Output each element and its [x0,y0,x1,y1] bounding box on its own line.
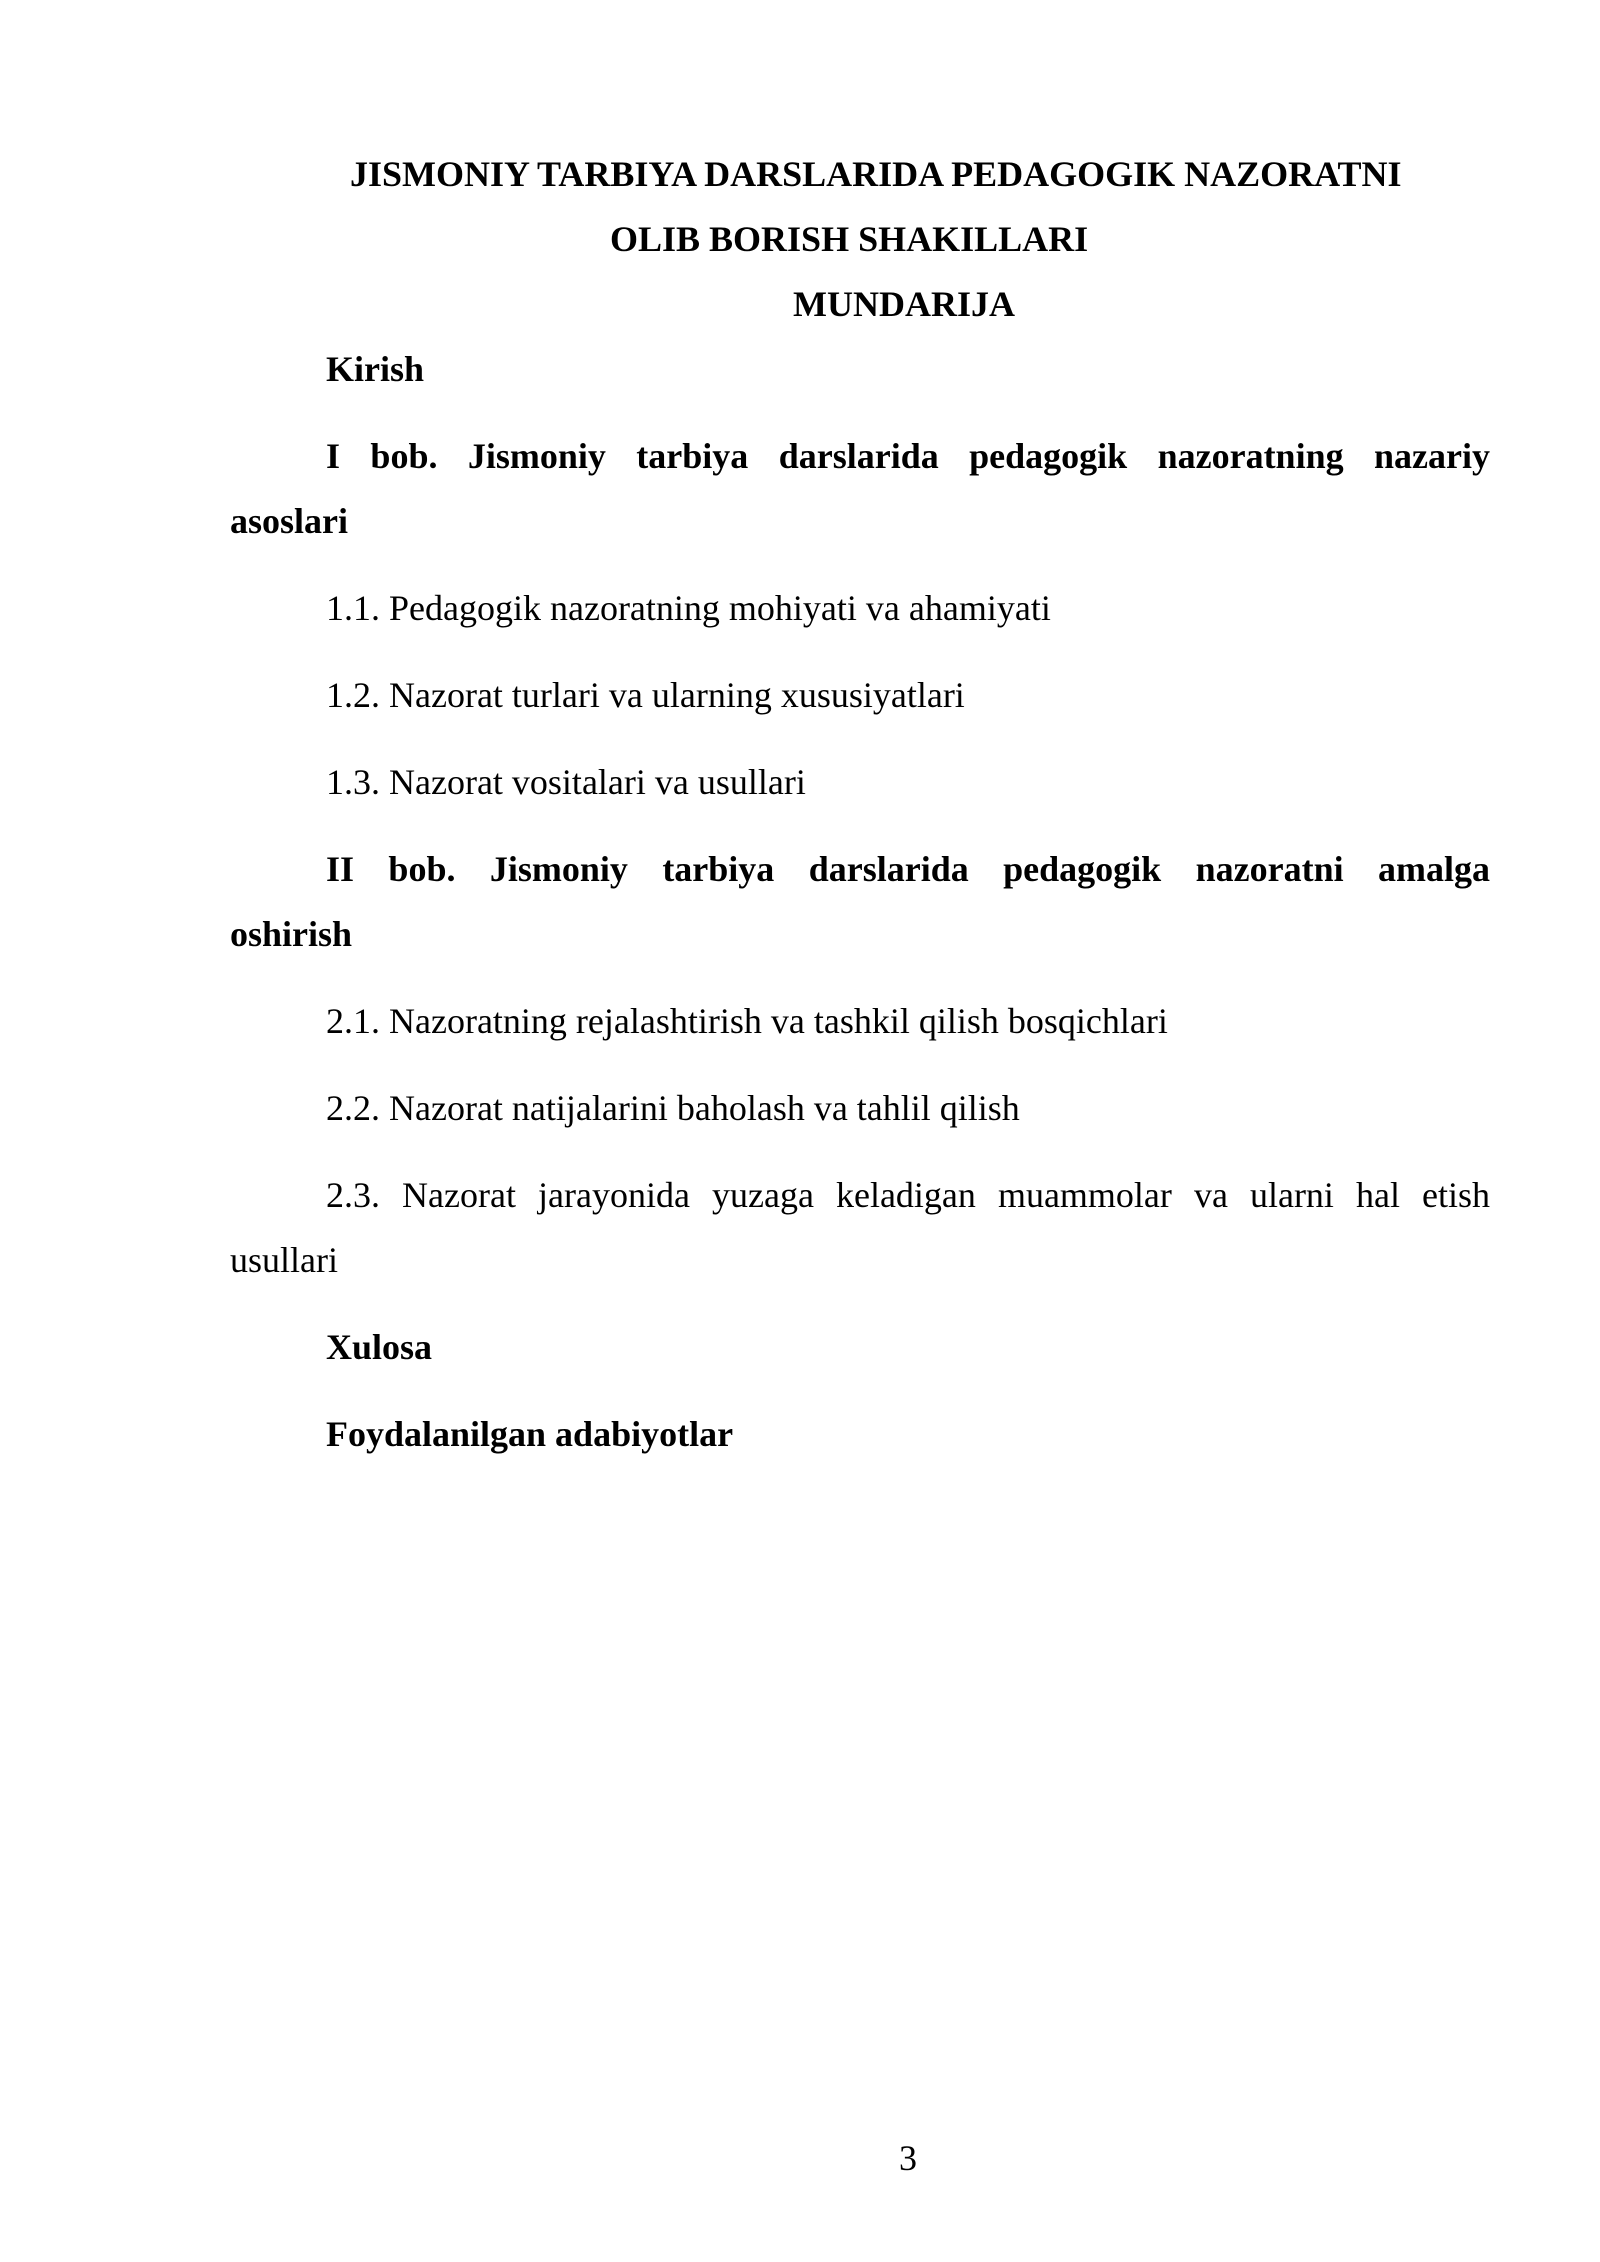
toc-entry-section-1-1: 1.1. Pedagogik nazoratning mohiyati va ahamiyati [326,588,1051,628]
toc-entry-section-1-3: 1.3. Nazorat vositalari va usullari [326,762,806,802]
toc-entry-section-1-2: 1.2. Nazorat turlari va ularning xususiyatlari [326,675,965,715]
toc-entry-section-2-1: 2.1. Nazoratning rejalashtirish va tashkil qilish bosqichlari [326,1001,1168,1041]
page-number: 3 [899,2138,917,2178]
toc-entry-section-2-3: 2.3. Nazorat jarayonida yuzaga keladigan muammolar va ularni hal etish [326,1175,1490,1215]
toc-entry-chapter-1-continuation: asoslari [230,501,349,541]
toc-entry-intro: Kirish [326,349,425,389]
document-title-line-2: OLIB BORISH SHAKILLARI [610,219,1089,259]
document-title-line-1: JISMONIY TARBIYA DARSLARIDA PEDAGOGIK NAZORATNI [350,154,1402,194]
table-of-contents-heading: MUNDARIJA [793,284,1015,324]
toc-entry-section-2-3-continuation: usullari [230,1240,338,1280]
toc-entry-references: Foydalanilgan adabiyotlar [326,1414,734,1454]
toc-entry-chapter-2-continuation: oshirish [230,914,353,954]
toc-entry-conclusion: Xulosa [326,1327,433,1367]
toc-entry-chapter-1: I bob. Jismoniy tarbiya darslarida pedagogik nazoratning nazariy [326,436,1490,476]
toc-entry-chapter-2: II bob. Jismoniy tarbiya darslarida pedagogik nazoratni amalga [326,849,1490,889]
toc-entry-section-2-2: 2.2. Nazorat natijalarini baholash va tahlil qilish [326,1088,1020,1128]
